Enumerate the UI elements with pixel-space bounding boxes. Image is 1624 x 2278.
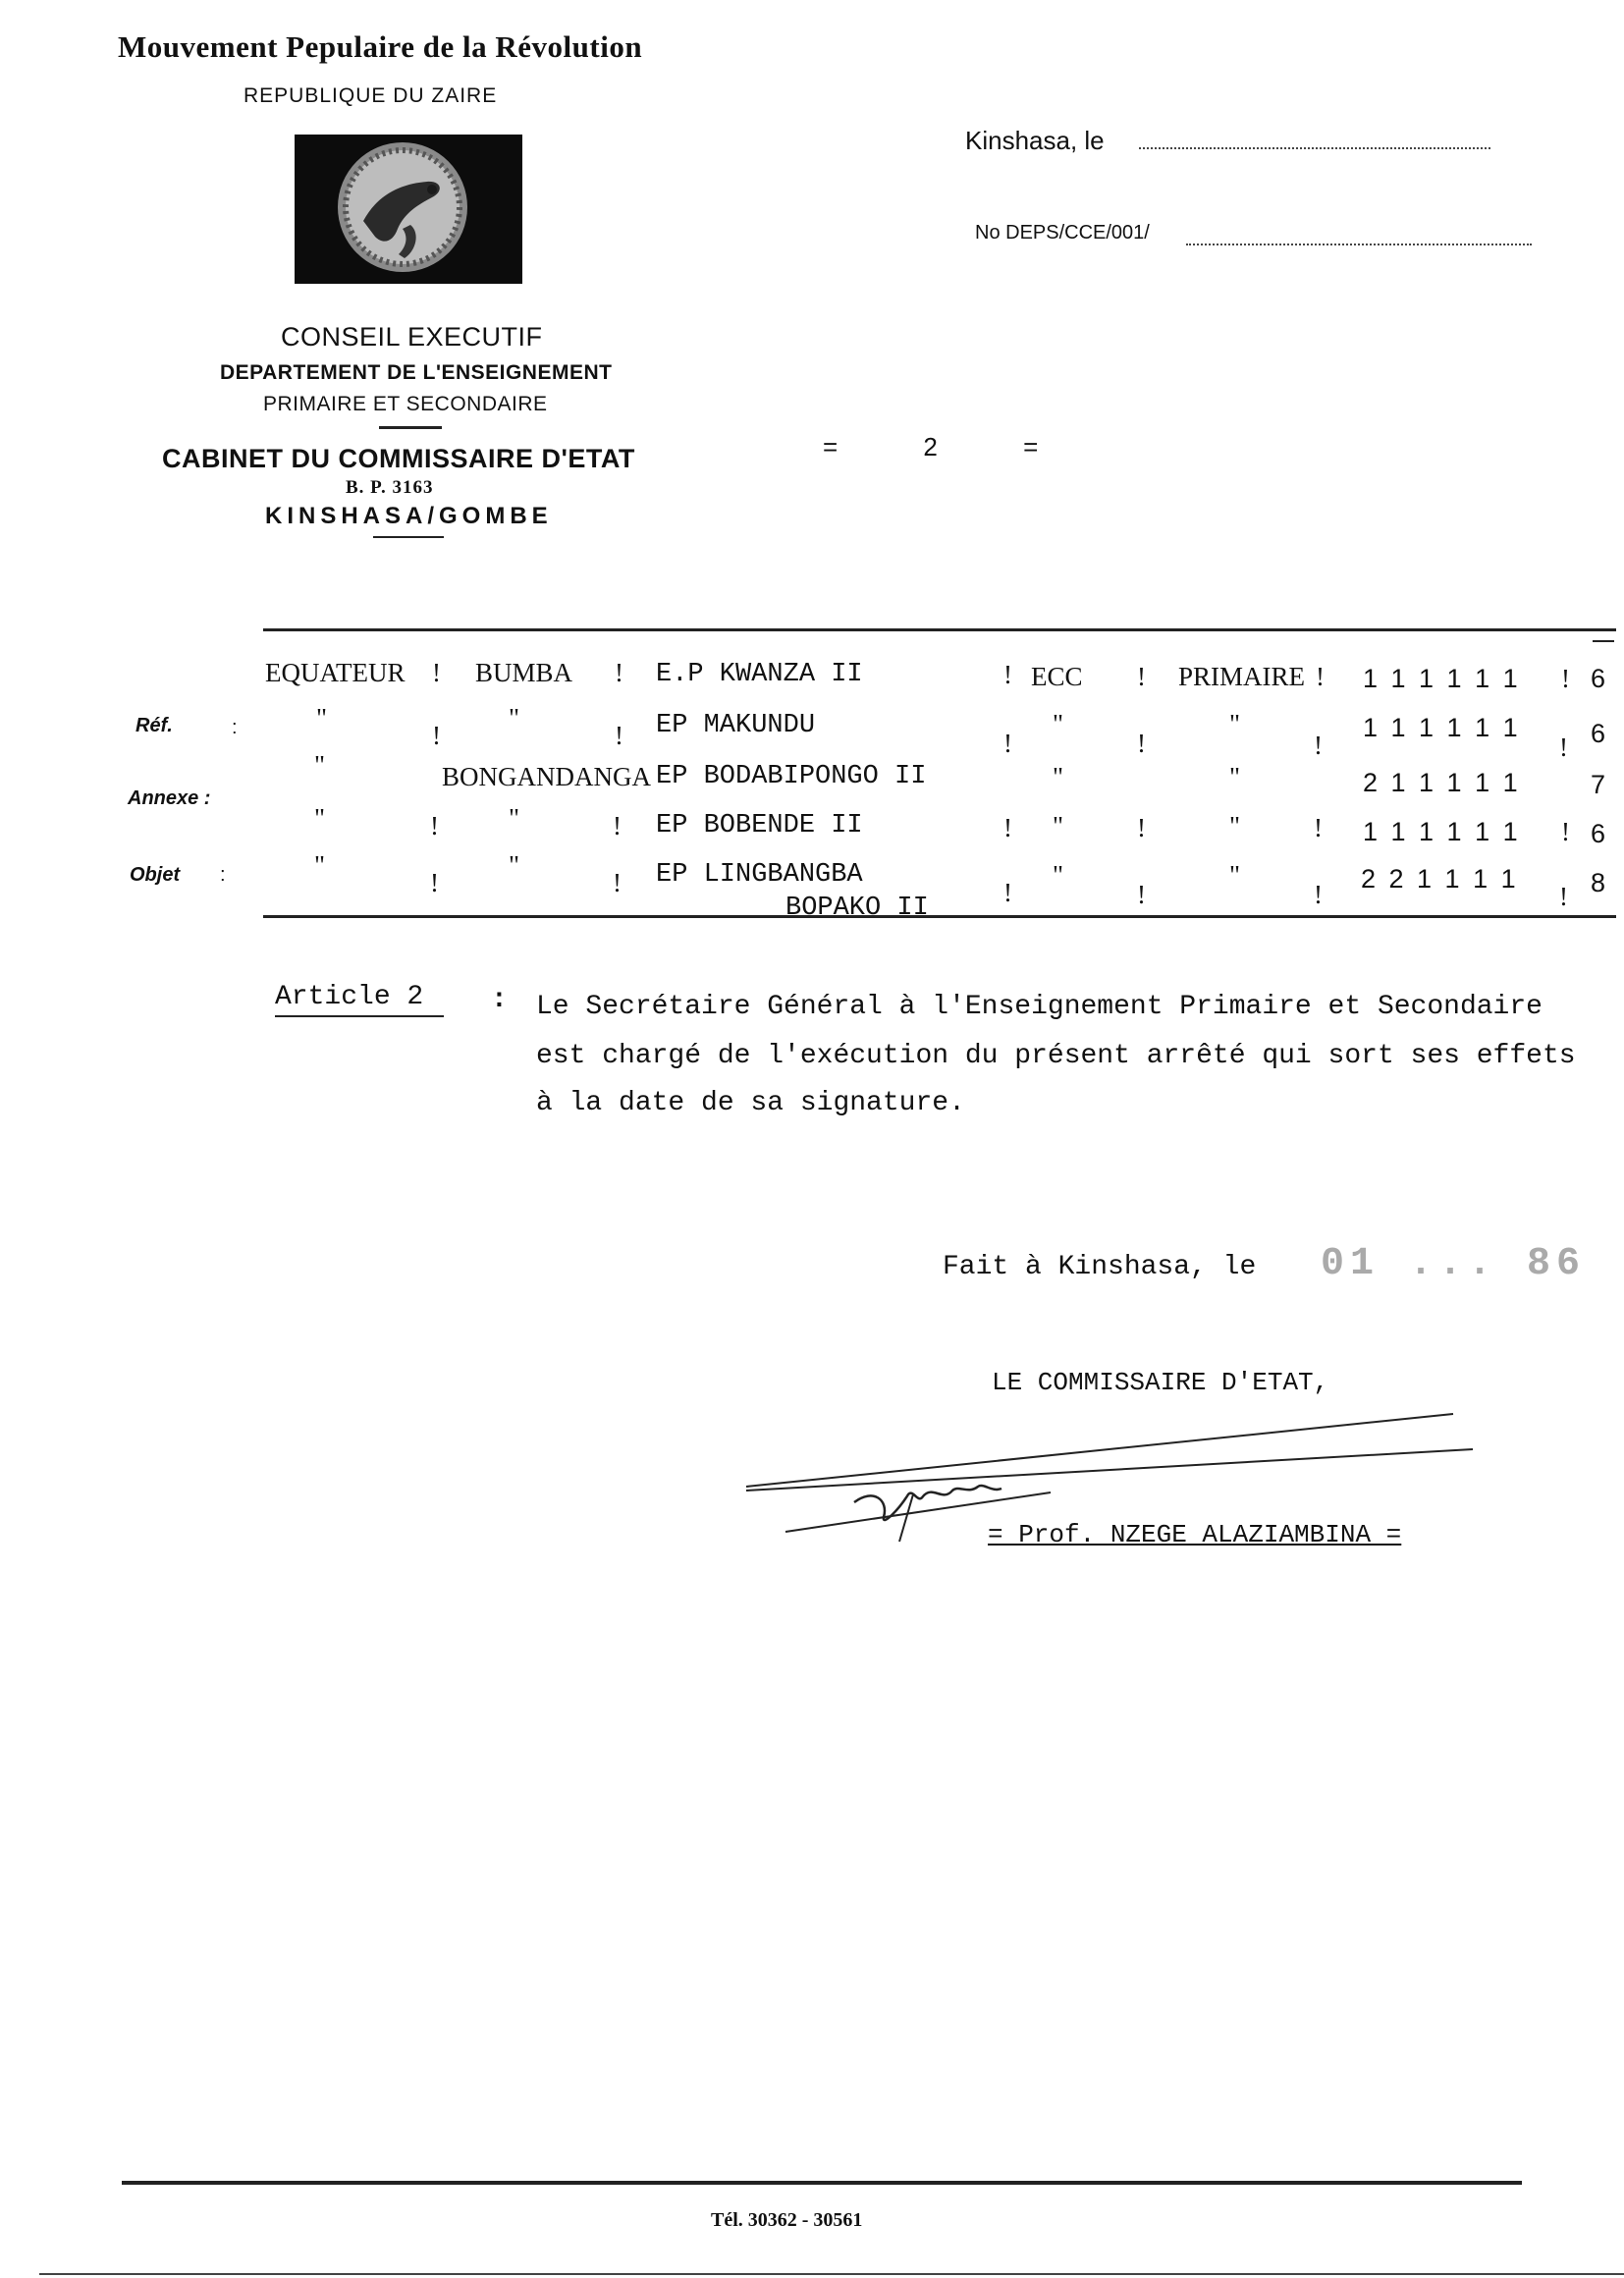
council-name: CONSEIL EXECUTIF	[281, 322, 543, 352]
table-bottom-rule	[263, 915, 1616, 918]
article-text-line-3: à la date de sa signature.	[536, 1088, 965, 1118]
column-separator: !	[1137, 813, 1146, 842]
table-cell-classes: 2 2 1 1 1 1	[1361, 864, 1516, 894]
department-line-1: DEPARTEMENT DE L'ENSEIGNEMENT	[220, 361, 613, 384]
table-cell-total: 7	[1591, 770, 1606, 799]
place-date-signed: Fait à Kinshasa, le	[943, 1252, 1257, 1282]
table-cell-level: "	[1229, 762, 1241, 791]
table-cell-classes: 1 1 1 1 1 1	[1363, 664, 1518, 693]
reference-number: No DEPS/CCE/001/	[975, 222, 1150, 244]
table-cell-network: ECC	[1031, 662, 1083, 691]
table-cell-classes: 1 1 1 1 1 1	[1363, 713, 1518, 742]
column-separator: !	[1137, 880, 1146, 909]
column-separator: !	[432, 658, 441, 687]
column-separator: !	[1003, 660, 1012, 689]
republic-name: REPUBLIQUE DU ZAIRE	[244, 84, 498, 107]
movement-title: Mouvement Pepulaire de la Révolution	[118, 29, 643, 64]
annex-label: Annexe :	[128, 787, 211, 809]
table-cell-region: "	[314, 850, 326, 880]
column-separator: !	[1137, 729, 1146, 758]
column-separator: !	[1316, 662, 1325, 691]
column-separator: !	[1314, 731, 1323, 760]
signatory-title: LE COMMISSAIRE D'ETAT,	[992, 1368, 1329, 1397]
national-emblem-icon	[295, 135, 522, 284]
table-cell-total: 6	[1591, 664, 1606, 693]
po-box: B. P. 3163	[346, 477, 434, 498]
table-cell-total: 8	[1591, 868, 1606, 897]
column-separator: !	[1561, 664, 1570, 693]
column-separator: !	[1003, 729, 1012, 758]
table-cell-school: EP LINGBANGBA	[656, 860, 863, 890]
column-separator: !	[1137, 662, 1146, 691]
column-separator: !	[1314, 880, 1323, 909]
date-blank	[1139, 147, 1490, 149]
table-cell-network: "	[1053, 762, 1064, 791]
column-separator: !	[615, 658, 623, 687]
column-separator: !	[1559, 882, 1568, 911]
article-text-line-1: Le Secrétaire Général à l'Enseignement Primaire et Secondaire	[536, 992, 1543, 1022]
department-line-2: PRIMAIRE ET SECONDAIRE	[263, 393, 548, 415]
subject-colon: :	[220, 864, 226, 886]
table-cell-zone: "	[509, 803, 520, 833]
table-cell-zone: "	[509, 703, 520, 732]
article-text-line-2: est chargé de l'exécution du présent arrêté qui sort ses effets	[536, 1041, 1576, 1071]
column-separator: !	[1003, 878, 1012, 907]
table-cell-total: 6	[1591, 819, 1606, 848]
column-separator: !	[613, 868, 622, 897]
table-cell-network: "	[1053, 860, 1064, 890]
column-separator: !	[430, 811, 439, 841]
date-stamp: 01 ... 86	[1321, 1242, 1587, 1286]
divider	[373, 536, 444, 538]
table-cell-total: 6	[1591, 719, 1606, 748]
table-cell-network: "	[1053, 811, 1064, 841]
column-separator: !	[1314, 813, 1323, 842]
column-separator: !	[432, 721, 441, 750]
page-number: = 2 =	[823, 432, 1078, 461]
divider	[379, 426, 442, 429]
column-separator: !	[613, 811, 622, 841]
table-cell-school: EP BOBENDE II	[656, 811, 863, 841]
table-cell-school: EP MAKUNDU	[656, 711, 816, 740]
table-cell-level: "	[1229, 811, 1241, 841]
table-cell-zone: "	[509, 850, 520, 880]
table-top-rule	[263, 628, 1616, 631]
column-separator: !	[1561, 817, 1570, 846]
table-cell-zone: BONGANDANGA	[442, 762, 651, 791]
reference-colon: :	[232, 717, 238, 738]
table-cell-school-line-2: BOPAKO II	[785, 894, 929, 923]
table-cell-region: "	[316, 703, 328, 732]
table-cell-level: "	[1229, 860, 1241, 890]
column-separator: !	[1559, 732, 1568, 762]
table-cell-region: "	[314, 750, 326, 780]
table-cell-level: "	[1229, 709, 1241, 738]
table-cell-school: EP BODABIPONGO II	[656, 762, 927, 791]
page-edge-rule	[39, 2273, 1624, 2275]
column-separator: !	[430, 868, 439, 897]
column-separator: !	[1003, 813, 1012, 842]
reference-blank	[1186, 244, 1532, 245]
reference-label: Réf.	[135, 715, 173, 736]
cabinet-name: CABINET DU COMMISSAIRE D'ETAT	[162, 444, 635, 473]
footer-rule	[122, 2181, 1522, 2185]
article-label: Article 2	[275, 982, 424, 1012]
column-separator: !	[615, 721, 623, 750]
table-cell-zone: BUMBA	[475, 658, 573, 687]
table-cell-region: "	[314, 803, 326, 833]
table-cell-network: "	[1053, 709, 1064, 738]
subject-label: Objet	[130, 864, 181, 886]
table-cell-region: EQUATEUR	[265, 658, 406, 687]
table-corner-mark	[1593, 640, 1614, 642]
signatory-name: = Prof. NZEGE ALAZIAMBINA =	[988, 1520, 1402, 1549]
article-colon: :	[491, 985, 508, 1015]
table-cell-classes: 1 1 1 1 1 1	[1363, 817, 1518, 846]
table-cell-level: PRIMAIRE	[1178, 662, 1306, 691]
article-underline	[275, 1015, 444, 1017]
table-cell-school: E.P KWANZA II	[656, 660, 863, 689]
table-cell-classes: 2 1 1 1 1 1	[1363, 768, 1518, 797]
city-name: KINSHASA/GOMBE	[265, 503, 553, 529]
place-date-label: Kinshasa, le	[965, 126, 1105, 155]
phone-numbers: Tél. 30362 - 30561	[711, 2209, 863, 2231]
